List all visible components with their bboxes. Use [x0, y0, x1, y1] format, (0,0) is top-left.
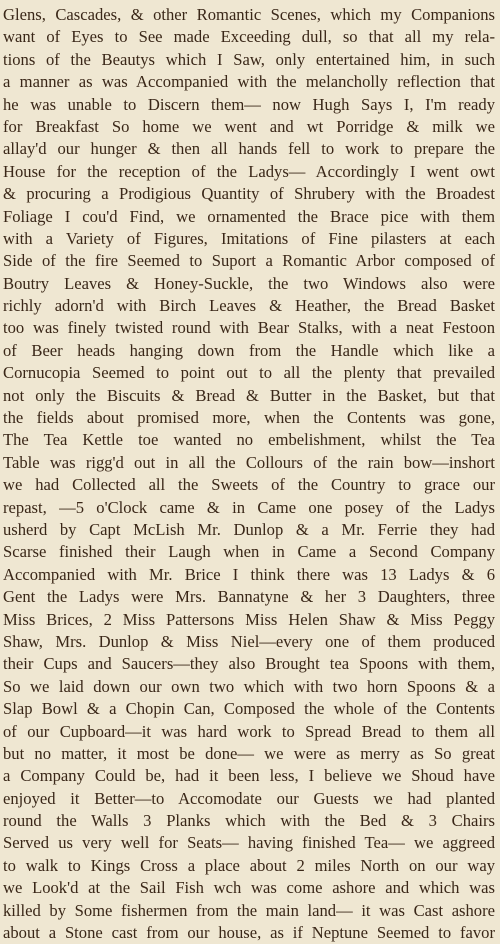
- text-line: Boutry Leaves & Honey-Suckle, the two Windows also were: [3, 273, 495, 293]
- text-line: but no matter, it most be done— we were as merry as So great: [3, 743, 495, 763]
- text-line: we Look'd at the Sail Fish wch was come ashore and which was: [3, 878, 495, 898]
- text-line: a Company Could be, had it been less, I believe we Shoud have: [3, 766, 495, 786]
- text-line: he was unable to Discern them— now Hugh Says I, I'm ready: [3, 94, 495, 114]
- text-line: want of Eyes to See made Exceeding dull, so that all my rela-: [3, 27, 495, 47]
- text-line: their Cups and Saucers—they also Brought tea Spoons with them,: [3, 654, 495, 674]
- text-line: a manner as was Accompanied with the melancholly reflection that: [3, 72, 495, 92]
- text-line: tions of the Beautys which I Saw, only entertained him, in such: [3, 49, 495, 69]
- text-line: not only the Biscuits & Bread & Butter in the Basket, but that: [3, 385, 495, 405]
- text-line: repast, —5 o'Clock came & in Came one posey of the Ladys: [3, 497, 495, 517]
- text-line: House for the reception of the Ladys— Accordingly I went owt: [3, 161, 495, 181]
- text-line: Glens, Cascades, & other Romantic Scenes, which my Companions: [3, 5, 495, 24]
- text-line: with a Variety of Figures, Imitations of Fine pilasters at each: [3, 228, 495, 248]
- body-text: [0, 4, 500, 944]
- text-line: to walk to Kings Cross a place about 2 miles North on our way: [3, 855, 495, 875]
- text-line: round the Walls 3 Planks which with the Bed & 3 Chairs: [3, 811, 495, 831]
- text-line: Table was rigg'd out in all the Collours of the rain bow—inshort: [3, 452, 495, 472]
- text-line: Accompanied with Mr. Brice I think there was 13 Ladys & 6: [3, 564, 495, 584]
- text-line: about a Stone cast from our house, as if Neptune Seemed to favor: [3, 923, 495, 943]
- text-line: allay'd our hunger & then all hands fell to work to prepare the: [3, 139, 495, 159]
- text-line: killed by Some fishermen from the main land— it was Cast ashore: [3, 900, 495, 920]
- text-line: Cornucopia Seemed to point out to all the plenty that prevailed: [3, 363, 495, 383]
- text-line: & procuring a Prodigious Quantity of Shrubery with the Broadest: [3, 184, 495, 204]
- text-line: Shaw, Mrs. Dunlop & Miss Niel—every one of them produced: [3, 631, 495, 651]
- text-line: of Beer heads hanging down from the Handle which like a: [3, 340, 495, 360]
- text-line: richly adorn'd with Birch Leaves & Heather, the Bread Basket: [3, 296, 495, 316]
- text-line: for Breakfast So home we went and wt Porridge & milk we: [3, 116, 495, 136]
- text-line: The Tea Kettle toe wanted no embelishment, whilst the Tea: [3, 430, 495, 450]
- text-line: Foliage I cou'd Find, we ornamented the Brace pice with them: [3, 206, 495, 226]
- text-line: Side of the fire Seemed to Suport a Romantic Arbor composed of: [3, 251, 495, 271]
- text-line: we had Collected all the Sweets of the Country to grace our: [3, 475, 495, 495]
- text-line: too was finely twisted round with Bear Stalks, with a neat Festoon: [3, 318, 495, 338]
- text-line: Scarse finished their Laugh when in Came a Second Company: [3, 542, 495, 562]
- text-line: the fields about promised more, when the Contents was gone,: [3, 408, 495, 428]
- text-line: So we laid down our own two which with two horn Spoons & a: [3, 676, 495, 696]
- text-line: Slap Bowl & a Chopin Can, Composed the whole of the Contents: [3, 699, 495, 719]
- text-line: of our Cupboard—it was hard work to Spread Bread to them all: [3, 721, 495, 741]
- text-line: enjoyed it Better—to Accomodate our Guests we had planted: [3, 788, 495, 808]
- text-line: Miss Brices, 2 Miss Pattersons Miss Helen Shaw & Miss Peggy: [3, 609, 495, 629]
- text-line: Served us very well for Seats— having finished Tea— we aggreed: [3, 833, 495, 853]
- text-line: usherd by Capt McLish Mr. Dunlop & a Mr. Ferrie they had: [3, 519, 495, 539]
- text-line: Gent the Ladys were Mrs. Bannatyne & her 3 Daughters, three: [3, 587, 495, 607]
